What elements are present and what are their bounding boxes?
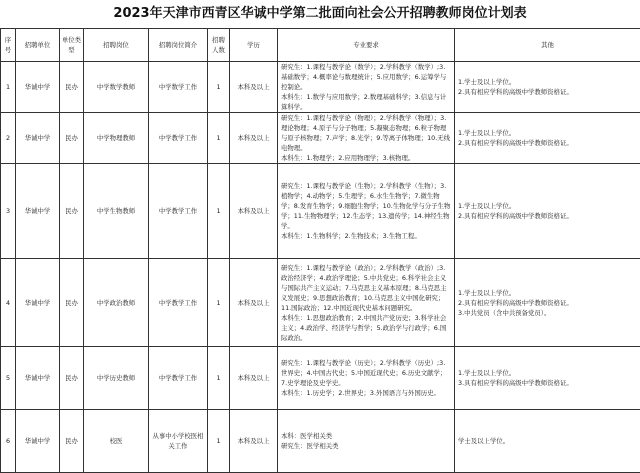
- cell-line: 本科生：1.生物科学；2.生物技术；3.生物工程。: [281, 231, 451, 241]
- header-count: 招聘人数: [208, 29, 230, 62]
- cell-unit-type[interactable]: 民办: [60, 259, 84, 347]
- cell-post-intro[interactable]: 从事中小学校医相关工作: [149, 410, 208, 473]
- cell-line: 研究生：1.课程与教学论（政治）；2.学科教学（政治）;3.政治经济学；4.政治学理论；5.中共党史；6.科学社会主义与国际共产主义运动；7.马克思主义基本原理；8.马克思主义发展史；9.思想政治教育；10.马克思主义中国化研究；11.国际政治；12.中国近现代史基本问题研究。: [281, 263, 451, 313]
- cell-count[interactable]: 1: [208, 62, 230, 113]
- header-major-requirements: 专业要求: [278, 29, 455, 62]
- cell-line: 1.学士及以上学位。: [458, 201, 637, 211]
- cell-post-intro[interactable]: 中学数学工作: [149, 62, 208, 113]
- cell-post-intro[interactable]: 中学教学工作: [149, 347, 208, 410]
- cell-education[interactable]: 本科及以上: [230, 259, 278, 347]
- cell-line: 1.学士及以上学位。: [458, 77, 637, 87]
- cell-other[interactable]: [455, 164, 640, 259]
- cell-count[interactable]: 1: [208, 259, 230, 347]
- cell-seq[interactable]: 1: [1, 62, 16, 113]
- cell-unit[interactable]: 华诚中学: [16, 347, 60, 410]
- table-row: [1, 347, 640, 410]
- cell-education[interactable]: 本科及以上: [230, 347, 278, 410]
- cell-line: 研究生：1.课程与教学论（物理）；2.学科教学（物理）；3.理论物理；4.原子与分子物理；5.凝聚态物理；6.粒子物理与原子核物理；7.声学；8.光学；9.等离子体物理；10.无线电物理。: [281, 113, 451, 153]
- cell-major-requirements[interactable]: [278, 62, 455, 113]
- cell-other[interactable]: [455, 113, 640, 164]
- cell-line: 2.具有相应学科的高级中学教师资格证。: [458, 298, 637, 308]
- cell-other[interactable]: [455, 410, 640, 473]
- cell-line: 1.学士及以上学位。: [458, 128, 637, 138]
- cell-seq[interactable]: 4: [1, 259, 16, 347]
- table-row: [1, 410, 640, 473]
- cell-line: 本科生：1.历史学；2.世界史；3.外国语言与外国历史。: [281, 388, 451, 398]
- cell-line: 研究生：医学相关类: [281, 441, 451, 451]
- table-row: [1, 62, 640, 113]
- cell-count[interactable]: 1: [208, 410, 230, 473]
- cell-post-intro[interactable]: 中学教学工作: [149, 259, 208, 347]
- cell-unit-type[interactable]: 民办: [60, 347, 84, 410]
- cell-major-requirements[interactable]: [278, 347, 455, 410]
- cell-unit-type[interactable]: 民办: [60, 113, 84, 164]
- cell-count[interactable]: 1: [208, 113, 230, 164]
- cell-post[interactable]: 中学生物教师: [84, 164, 149, 259]
- cell-education[interactable]: 本科及以上: [230, 410, 278, 473]
- header-post: 招聘岗位: [84, 29, 149, 62]
- header-post-intro: 招聘岗位简介: [149, 29, 208, 62]
- header-unit-type: 单位类型: [60, 29, 84, 62]
- cell-post[interactable]: 校医: [84, 410, 149, 473]
- cell-unit-type[interactable]: 民办: [60, 62, 84, 113]
- header-row: [1, 29, 640, 62]
- cell-unit[interactable]: 华诚中学: [16, 62, 60, 113]
- cell-unit[interactable]: 华诚中学: [16, 259, 60, 347]
- cell-line: 2.具有相应学科的高级中学教师资格证。: [458, 138, 637, 148]
- cell-count[interactable]: 1: [208, 164, 230, 259]
- cell-major-requirements[interactable]: [278, 164, 455, 259]
- cell-post[interactable]: 中学政治教师: [84, 259, 149, 347]
- cell-unit-type[interactable]: 民办: [60, 164, 84, 259]
- table-row: [1, 113, 640, 164]
- cell-post[interactable]: 中学物理教师: [84, 113, 149, 164]
- cell-line: 1.学士及以上学位。: [458, 368, 637, 378]
- cell-unit-type[interactable]: 民办: [60, 410, 84, 473]
- cell-major-requirements[interactable]: [278, 410, 455, 473]
- cell-line: 本科生：1.数学与应用数学；2.数理基础科学；3.信息与计算科学。: [281, 92, 451, 112]
- cell-line: 本科生：1.物理学；2.应用物理学；3.核物理。: [281, 153, 451, 163]
- header-other: 其他: [455, 29, 640, 62]
- cell-other[interactable]: [455, 259, 640, 347]
- cell-seq[interactable]: 3: [1, 164, 16, 259]
- cell-line: 3.中共党员（含中共预备党员）。: [458, 308, 637, 318]
- cell-unit[interactable]: 华诚中学: [16, 113, 60, 164]
- cell-line: 1.学士及以上学位。: [458, 288, 637, 298]
- cell-seq[interactable]: 5: [1, 347, 16, 410]
- cell-seq[interactable]: 2: [1, 113, 16, 164]
- cell-line: 研究生：1.课程与教学论（数学）；2.学科教学（数学）;3.基础数学；4.概率论与数理统计；5.应用数学；6.运筹学与控制论。: [281, 62, 451, 92]
- cell-other[interactable]: [455, 62, 640, 113]
- table-row: [1, 164, 640, 259]
- cell-education[interactable]: 本科及以上: [230, 113, 278, 164]
- cell-seq[interactable]: 6: [1, 410, 16, 473]
- cell-line: 3.具有相应学科的高级中学教师资格证。: [458, 378, 637, 388]
- recruitment-table: [0, 28, 640, 473]
- page-title: 2023年天津市西青区华诚中学第二批面向社会公开招聘教师岗位计划表: [0, 0, 640, 29]
- cell-post[interactable]: 中学数学教师: [84, 62, 149, 113]
- cell-education[interactable]: 本科及以上: [230, 62, 278, 113]
- table-row: [1, 259, 640, 347]
- cell-line: 研究生：1.课程与教学论（生物）；2.学科教学（生物）；3.植物学；4.动物学；5.生理学；6.水生生物学；7.微生物学；8.发育生物学；9.细胞生物学；10.生物化学与分子生物学；11.生物物理学；12.生态学；13.遗传学；14.神经生物学。: [281, 181, 451, 231]
- cell-line: 2.具有相应学科的高级中学教师资格证。: [458, 87, 637, 97]
- cell-major-requirements[interactable]: [278, 113, 455, 164]
- header-seq: 序号: [1, 29, 16, 62]
- cell-line: 研究生：1.课程与教学论（历史）；2.学科教学（历史）;3.世界史；4.中国古代史；5.中国近现代史；6.历史文献学；7.史学理论及史学史。: [281, 358, 451, 388]
- cell-major-requirements[interactable]: [278, 259, 455, 347]
- cell-other[interactable]: [455, 347, 640, 410]
- cell-unit[interactable]: 华诚中学: [16, 164, 60, 259]
- cell-post-intro[interactable]: 中学教学工作: [149, 164, 208, 259]
- header-unit: 招聘单位: [16, 29, 60, 62]
- cell-post[interactable]: 中学历史教师: [84, 347, 149, 410]
- cell-unit[interactable]: 华诚中学: [16, 410, 60, 473]
- cell-post-intro[interactable]: 中学教学工作: [149, 113, 208, 164]
- cell-count[interactable]: 1: [208, 347, 230, 410]
- cell-line: 本科生：1.思想政治教育；2.中国共产党历史；3.科学社会主义；4.政治学、经济学与哲学；5.政治学与行政学；6.国际政治。: [281, 313, 451, 343]
- cell-line: 本科：医学相关类: [281, 431, 451, 441]
- cell-line: 2.具有相应学科的高级中学教师资格证。: [458, 211, 637, 221]
- header-education: 学历: [230, 29, 278, 62]
- cell-line: 学士及以上学位。: [458, 436, 637, 446]
- cell-education[interactable]: 本科及以上: [230, 164, 278, 259]
